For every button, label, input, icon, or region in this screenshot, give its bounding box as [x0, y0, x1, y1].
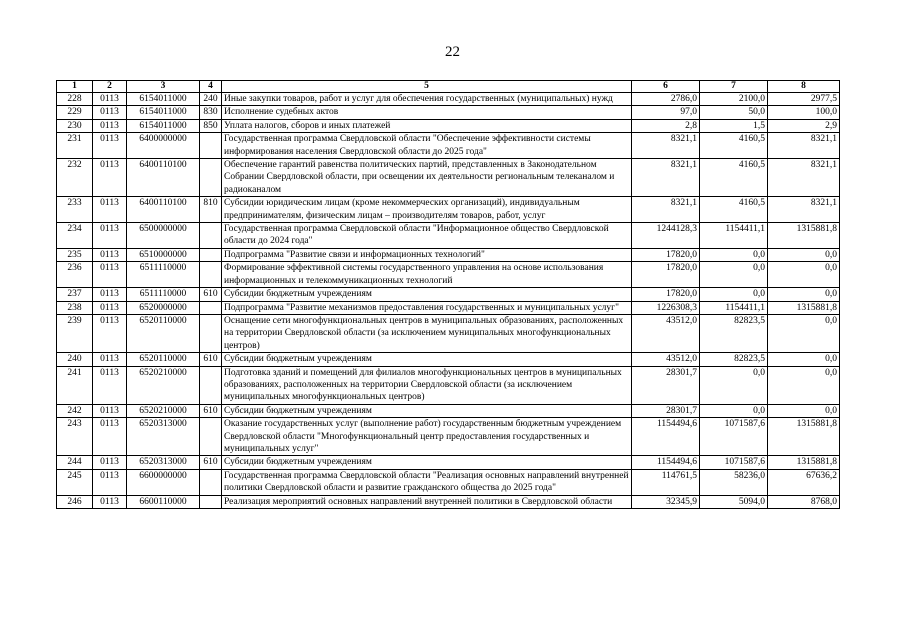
column-header: 7	[700, 81, 768, 93]
description-cell: Уплата налогов, сборов и иных платежей	[222, 119, 632, 132]
description-cell: Государственная программа Свердловской области "Обеспечение эффективности системы информирования населения Свердловской области до 2025 года"	[222, 133, 632, 159]
row-number-cell: 239	[57, 314, 93, 352]
amount-col6-cell: 43512,0	[632, 314, 700, 352]
column-header: 2	[93, 81, 127, 93]
amount-col8-cell: 1315881,8	[768, 301, 840, 314]
description-cell: Подготовка зданий и помещений для филиалов многофункциональных центров в муниципальных образованиях, расположенных на территории Свердловской области (за исключением муниципальных многофункциональных центров)	[222, 366, 632, 404]
description-cell: Исполнение судебных актов	[222, 106, 632, 119]
amount-col8-cell: 100,0	[768, 106, 840, 119]
amount-col8-cell: 0,0	[768, 353, 840, 366]
target-code-cell: 6600110000	[127, 495, 200, 508]
amount-col6-cell: 8321,1	[632, 133, 700, 159]
row-number-cell: 244	[57, 456, 93, 469]
column-header: 8	[768, 81, 840, 93]
table-row	[57, 495, 840, 508]
amount-col6-cell: 114761,5	[632, 469, 700, 495]
description-cell: Оснащение сети многофункциональных центров в муниципальных образованиях, расположенных на территории Свердловской области (за исключением муниципальных многофункциональных центров)	[222, 314, 632, 352]
expense-type-cell	[200, 223, 222, 249]
amount-col6-cell: 2786,0	[632, 93, 700, 106]
description-cell: Реализация мероприятий основных направлений внутренней политики в Свердловской области	[222, 495, 632, 508]
amount-col7-cell: 2100,0	[700, 93, 768, 106]
expense-type-cell	[200, 248, 222, 261]
target-code-cell: 6154011000	[127, 106, 200, 119]
expense-type-cell: 810	[200, 197, 222, 223]
amount-col8-cell: 0,0	[768, 262, 840, 288]
section-code-cell: 0113	[93, 197, 127, 223]
amount-col6-cell: 8321,1	[632, 159, 700, 197]
target-code-cell: 6510000000	[127, 248, 200, 261]
amount-col7-cell: 50,0	[700, 106, 768, 119]
amount-col7-cell: 1,5	[700, 119, 768, 132]
amount-col7-cell: 0,0	[700, 366, 768, 404]
row-number-cell: 229	[57, 106, 93, 119]
target-code-cell: 6520313000	[127, 418, 200, 456]
row-number-cell: 245	[57, 469, 93, 495]
target-code-cell: 6500000000	[127, 223, 200, 249]
column-header: 3	[127, 81, 200, 93]
expense-type-cell: 610	[200, 404, 222, 417]
section-code-cell: 0113	[93, 262, 127, 288]
table-body	[57, 93, 840, 509]
description-cell: Субсидии бюджетным учреждениям	[222, 404, 632, 417]
description-cell: Субсидии бюджетным учреждениям	[222, 456, 632, 469]
amount-col8-cell: 8321,1	[768, 159, 840, 197]
description-cell: Субсидии бюджетным учреждениям	[222, 288, 632, 301]
section-code-cell: 0113	[93, 418, 127, 456]
description-cell: Государственная программа Свердловской области "Реализация основных направлений внутренней политики Свердловской области и развитие гражданского общества до 2025 года"	[222, 469, 632, 495]
row-number-cell: 231	[57, 133, 93, 159]
row-number-cell: 242	[57, 404, 93, 417]
target-code-cell: 6520110000	[127, 353, 200, 366]
expense-type-cell	[200, 314, 222, 352]
table-row	[57, 119, 840, 132]
expense-type-cell: 850	[200, 119, 222, 132]
table-row	[57, 223, 840, 249]
section-code-cell: 0113	[93, 301, 127, 314]
target-code-cell: 6520000000	[127, 301, 200, 314]
table-row	[57, 106, 840, 119]
amount-col8-cell: 8321,1	[768, 133, 840, 159]
expense-type-cell: 610	[200, 288, 222, 301]
row-number-cell: 240	[57, 353, 93, 366]
table-row	[57, 301, 840, 314]
section-code-cell: 0113	[93, 223, 127, 249]
column-header: 4	[200, 81, 222, 93]
section-code-cell: 0113	[93, 248, 127, 261]
row-number-cell: 241	[57, 366, 93, 404]
section-code-cell: 0113	[93, 495, 127, 508]
amount-col8-cell: 1315881,8	[768, 223, 840, 249]
section-code-cell: 0113	[93, 314, 127, 352]
table-row	[57, 456, 840, 469]
amount-col8-cell: 8768,0	[768, 495, 840, 508]
column-header: 6	[632, 81, 700, 93]
table-row	[57, 418, 840, 456]
table-row	[57, 262, 840, 288]
target-code-cell: 6520210000	[127, 404, 200, 417]
target-code-cell: 6154011000	[127, 93, 200, 106]
table-row	[57, 314, 840, 352]
table-row	[57, 353, 840, 366]
row-number-cell: 246	[57, 495, 93, 508]
expense-type-cell	[200, 262, 222, 288]
description-cell: Субсидии бюджетным учреждениям	[222, 353, 632, 366]
row-number-cell: 232	[57, 159, 93, 197]
section-code-cell: 0113	[93, 288, 127, 301]
target-code-cell: 6520210000	[127, 366, 200, 404]
amount-col7-cell: 0,0	[700, 288, 768, 301]
amount-col7-cell: 1154411,1	[700, 223, 768, 249]
amount-col6-cell: 32345,9	[632, 495, 700, 508]
expense-type-cell	[200, 495, 222, 508]
target-code-cell: 6400000000	[127, 133, 200, 159]
expense-type-cell	[200, 301, 222, 314]
expense-type-cell	[200, 469, 222, 495]
amount-col6-cell: 1226308,3	[632, 301, 700, 314]
target-code-cell: 6154011000	[127, 119, 200, 132]
target-code-cell: 6400110100	[127, 159, 200, 197]
page-number: 22	[445, 44, 460, 60]
row-number-cell: 235	[57, 248, 93, 261]
table-row	[57, 404, 840, 417]
amount-col7-cell: 0,0	[700, 248, 768, 261]
amount-col6-cell: 1154494,6	[632, 456, 700, 469]
row-number-cell: 230	[57, 119, 93, 132]
section-code-cell: 0113	[93, 456, 127, 469]
amount-col6-cell: 1154494,6	[632, 418, 700, 456]
amount-col6-cell: 28301,7	[632, 366, 700, 404]
amount-col8-cell: 2977,5	[768, 93, 840, 106]
expense-type-cell	[200, 133, 222, 159]
budget-table	[56, 80, 840, 509]
expense-type-cell: 610	[200, 456, 222, 469]
amount-col8-cell: 8321,1	[768, 197, 840, 223]
description-cell: Государственная программа Свердловской области "Информационное общество Свердловской области до 2024 года"	[222, 223, 632, 249]
expense-type-cell: 240	[200, 93, 222, 106]
target-code-cell: 6511110000	[127, 262, 200, 288]
table-row	[57, 469, 840, 495]
expense-type-cell	[200, 159, 222, 197]
column-header: 1	[57, 81, 93, 93]
amount-col7-cell: 1071587,6	[700, 456, 768, 469]
row-number-cell: 237	[57, 288, 93, 301]
row-number-cell: 233	[57, 197, 93, 223]
section-code-cell: 0113	[93, 93, 127, 106]
section-code-cell: 0113	[93, 106, 127, 119]
amount-col7-cell: 58236,0	[700, 469, 768, 495]
column-header: 5	[222, 81, 632, 93]
amount-col7-cell: 4160,5	[700, 197, 768, 223]
row-number-cell: 228	[57, 93, 93, 106]
section-code-cell: 0113	[93, 469, 127, 495]
description-cell: Обеспечение гарантий равенства политических партий, представленных в Законодательном Собрании Свердловской области, при освещении их деятельности региональным телеканалом и радиоканалом	[222, 159, 632, 197]
expense-type-cell: 610	[200, 353, 222, 366]
amount-col7-cell: 1071587,6	[700, 418, 768, 456]
description-cell: Формирование эффективной системы государственного управления на основе использования информационных и телекоммуникационных технологий	[222, 262, 632, 288]
amount-col6-cell: 17820,0	[632, 248, 700, 261]
amount-col7-cell: 1154411,1	[700, 301, 768, 314]
section-code-cell: 0113	[93, 133, 127, 159]
amount-col8-cell: 0,0	[768, 248, 840, 261]
table-row	[57, 288, 840, 301]
amount-col8-cell: 1315881,8	[768, 456, 840, 469]
amount-col8-cell: 67636,2	[768, 469, 840, 495]
amount-col6-cell: 2,8	[632, 119, 700, 132]
section-code-cell: 0113	[93, 159, 127, 197]
row-number-cell: 243	[57, 418, 93, 456]
amount-col6-cell: 17820,0	[632, 288, 700, 301]
table-row	[57, 133, 840, 159]
header-row	[57, 81, 840, 93]
amount-col8-cell: 0,0	[768, 288, 840, 301]
amount-col8-cell: 0,0	[768, 314, 840, 352]
table-row	[57, 248, 840, 261]
target-code-cell: 6520313000	[127, 456, 200, 469]
amount-col6-cell: 43512,0	[632, 353, 700, 366]
amount-col6-cell: 17820,0	[632, 262, 700, 288]
target-code-cell: 6400110100	[127, 197, 200, 223]
amount-col8-cell: 0,0	[768, 366, 840, 404]
amount-col6-cell: 28301,7	[632, 404, 700, 417]
expense-type-cell	[200, 418, 222, 456]
amount-col6-cell: 1244128,3	[632, 223, 700, 249]
description-cell: Иные закупки товаров, работ и услуг для обеспечения государственных (муниципальных) нужд	[222, 93, 632, 106]
description-cell: Подпрограмма "Развитие связи и информационных технологий"	[222, 248, 632, 261]
table-row	[57, 159, 840, 197]
target-code-cell: 6520110000	[127, 314, 200, 352]
amount-col8-cell: 1315881,8	[768, 418, 840, 456]
row-number-cell: 234	[57, 223, 93, 249]
table-row	[57, 93, 840, 106]
amount-col7-cell: 0,0	[700, 262, 768, 288]
table-row	[57, 366, 840, 404]
row-number-cell: 236	[57, 262, 93, 288]
expense-type-cell: 830	[200, 106, 222, 119]
amount-col7-cell: 82823,5	[700, 353, 768, 366]
section-code-cell: 0113	[93, 353, 127, 366]
description-cell: Подпрограмма "Развитие механизмов предоставления государственных и муниципальных услуг"	[222, 301, 632, 314]
target-code-cell: 6511110000	[127, 288, 200, 301]
section-code-cell: 0113	[93, 119, 127, 132]
amount-col7-cell: 0,0	[700, 404, 768, 417]
amount-col7-cell: 4160,5	[700, 133, 768, 159]
amount-col6-cell: 97,0	[632, 106, 700, 119]
description-cell: Субсидии юридическим лицам (кроме некоммерческих организаций), индивидуальным предпринимателям, физическим лицам – производителям товаров, работ, услуг	[222, 197, 632, 223]
section-code-cell: 0113	[93, 404, 127, 417]
amount-col7-cell: 82823,5	[700, 314, 768, 352]
amount-col8-cell: 2,9	[768, 119, 840, 132]
amount-col7-cell: 4160,5	[700, 159, 768, 197]
expense-type-cell	[200, 366, 222, 404]
amount-col8-cell: 0,0	[768, 404, 840, 417]
table-row	[57, 197, 840, 223]
row-number-cell: 238	[57, 301, 93, 314]
target-code-cell: 6600000000	[127, 469, 200, 495]
description-cell: Оказание государственных услуг (выполнение работ) государственным бюджетным учреждением Свердловской области "Многофункциональный центр предоставления государственных и муниципальных услуг"	[222, 418, 632, 456]
section-code-cell: 0113	[93, 366, 127, 404]
amount-col6-cell: 8321,1	[632, 197, 700, 223]
amount-col7-cell: 5094,0	[700, 495, 768, 508]
